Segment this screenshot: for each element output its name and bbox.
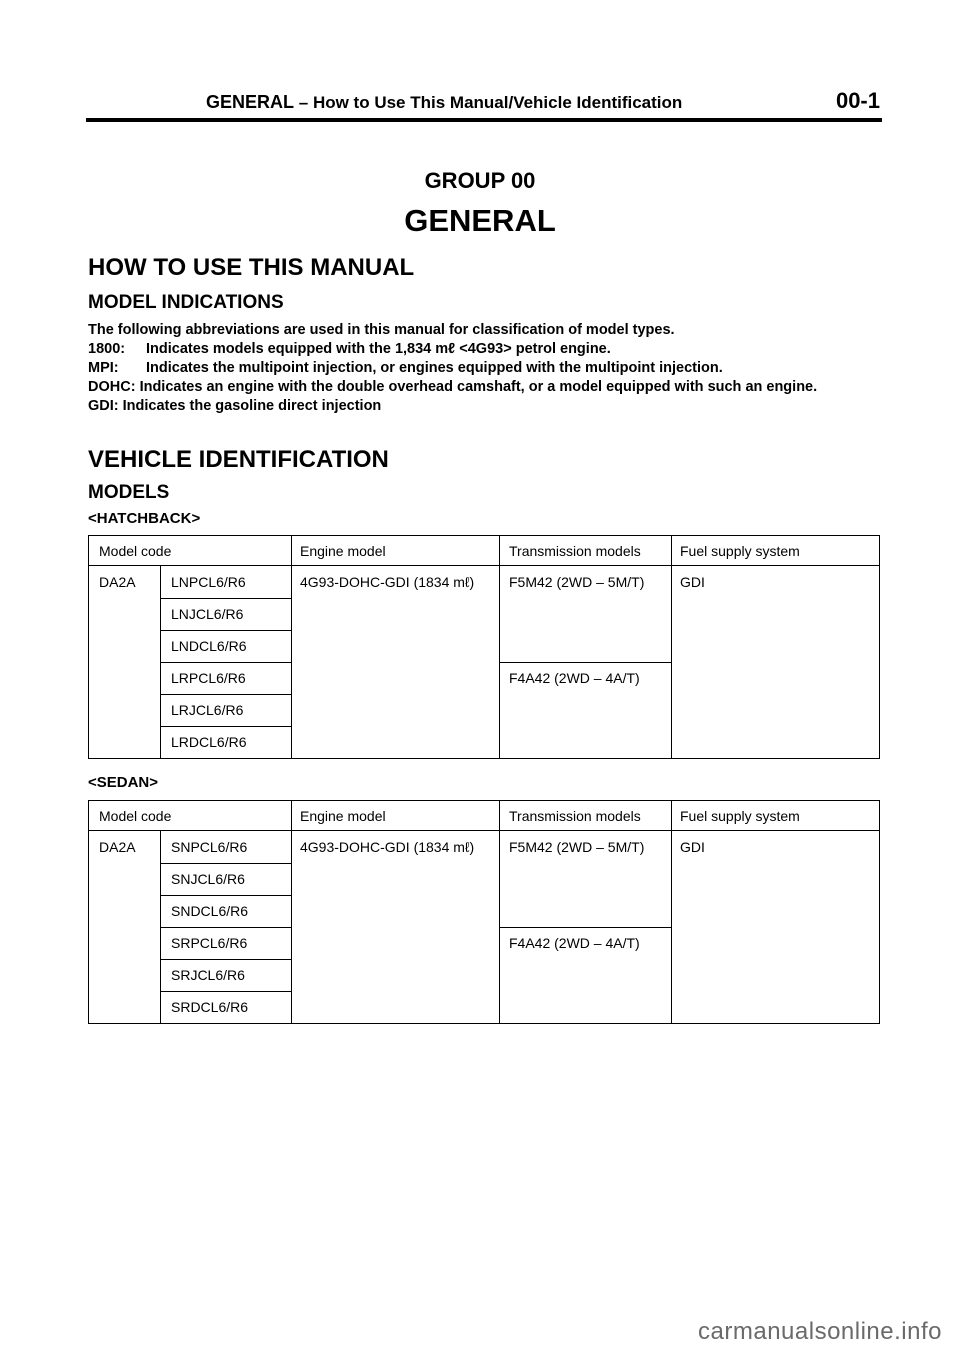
abbrev-mpi bbox=[88, 360, 723, 376]
header-section: GENERAL bbox=[206, 92, 295, 112]
abbrev-gdi bbox=[88, 398, 381, 414]
transmission-model: F4A42 (2WD – 4A/T) bbox=[509, 935, 640, 951]
header-fuel-system: Fuel supply system bbox=[680, 543, 800, 559]
models-heading: MODELS bbox=[88, 482, 170, 503]
hatchback-caption: <HATCHBACK> bbox=[88, 510, 201, 527]
model-code: LNJCL6/R6 bbox=[171, 606, 244, 622]
transmission-model: F5M42 (2WD – 5M/T) bbox=[509, 574, 645, 590]
header-transmission: Transmission models bbox=[509, 543, 641, 559]
page-header bbox=[86, 88, 882, 122]
header-transmission: Transmission models bbox=[509, 808, 641, 824]
col-divider bbox=[671, 801, 672, 1023]
header-model-code: Model code bbox=[99, 543, 172, 559]
col-divider bbox=[499, 801, 500, 1023]
row-divider bbox=[160, 726, 291, 727]
abbrev-term: DOHC: bbox=[88, 379, 136, 395]
model-code: LNPCL6/R6 bbox=[171, 574, 246, 590]
model-code: SNDCL6/R6 bbox=[171, 903, 249, 919]
col-divider bbox=[671, 536, 672, 758]
row-divider bbox=[160, 863, 291, 864]
vehicle-identification-heading: VEHICLE IDENTIFICATION bbox=[88, 446, 389, 473]
row-divider bbox=[160, 662, 291, 663]
group-title: GROUP 00 bbox=[424, 168, 536, 193]
header-engine-model: Engine model bbox=[300, 543, 386, 559]
model-code: SRJCL6/R6 bbox=[171, 967, 245, 983]
model-code: SRPCL6/R6 bbox=[171, 935, 248, 951]
model-code: SNJCL6/R6 bbox=[171, 871, 245, 887]
watermark: carmanualsonline.info bbox=[698, 1318, 942, 1345]
abbrev-desc: Indicates models equipped with the 1,834 mℓ <4G93> petrol engine. bbox=[146, 341, 611, 357]
model-code: SNPCL6/R6 bbox=[171, 839, 248, 855]
page-number: 00-1 bbox=[835, 88, 880, 113]
header-engine-model: Engine model bbox=[300, 808, 386, 824]
fuel-system: GDI bbox=[680, 574, 705, 590]
row-divider bbox=[160, 959, 291, 960]
abbrev-desc: Indicates the gasoline direct injection bbox=[122, 398, 382, 414]
model-code: LRDCL6/R6 bbox=[171, 734, 247, 750]
header-model-code: Model code bbox=[99, 808, 172, 824]
col-divider bbox=[499, 536, 500, 758]
model-indications-heading: MODEL INDICATIONS bbox=[88, 292, 284, 313]
hatchback-table bbox=[88, 535, 880, 759]
fuel-system: GDI bbox=[680, 839, 705, 855]
transmission-model: F5M42 (2WD – 5M/T) bbox=[509, 839, 645, 855]
model-code: LRJCL6/R6 bbox=[171, 702, 244, 718]
row-divider bbox=[499, 662, 671, 663]
row-divider bbox=[160, 927, 291, 928]
base-model-code: DA2A bbox=[99, 574, 136, 590]
group-name: GENERAL bbox=[404, 203, 556, 238]
col-divider bbox=[291, 536, 292, 758]
engine-model: 4G93-DOHC-GDI (1834 mℓ) bbox=[300, 574, 475, 590]
col-divider bbox=[291, 801, 292, 1023]
header-title bbox=[206, 92, 682, 113]
header-fuel-system: Fuel supply system bbox=[680, 808, 800, 824]
row-divider bbox=[160, 630, 291, 631]
abbrev-desc: Indicates the multipoint injection, or engines equipped with the multipoint injection. bbox=[146, 360, 723, 376]
model-code: LRPCL6/R6 bbox=[171, 670, 246, 686]
header-subtitle: How to Use This Manual/Vehicle Identification bbox=[312, 93, 683, 112]
abbrev-1800 bbox=[88, 341, 611, 357]
abbrev-term: GDI: bbox=[88, 398, 119, 414]
abbrev-term: 1800: bbox=[88, 341, 126, 357]
engine-model: 4G93-DOHC-GDI (1834 mℓ) bbox=[300, 839, 475, 855]
abbrev-desc: Indicates an engine with the double overhead camshaft, or a model equipped with such an engine. bbox=[139, 379, 818, 395]
base-model-code: DA2A bbox=[99, 839, 136, 855]
sedan-table bbox=[88, 800, 880, 1024]
row-divider bbox=[160, 598, 291, 599]
transmission-model: F4A42 (2WD – 4A/T) bbox=[509, 670, 640, 686]
row-divider bbox=[160, 895, 291, 896]
model-code: LNDCL6/R6 bbox=[171, 638, 247, 654]
sedan-caption: <SEDAN> bbox=[88, 774, 159, 791]
model-code: SRDCL6/R6 bbox=[171, 999, 249, 1015]
intro-text: The following abbreviations are used in this manual for classification of model types. bbox=[88, 322, 675, 338]
row-divider bbox=[160, 991, 291, 992]
abbrev-term: MPI: bbox=[88, 360, 119, 376]
abbrev-dohc bbox=[88, 379, 817, 395]
row-divider bbox=[160, 694, 291, 695]
row-divider bbox=[499, 927, 671, 928]
how-to-use-heading: HOW TO USE THIS MANUAL bbox=[88, 254, 415, 281]
header-dash: – bbox=[298, 93, 309, 112]
